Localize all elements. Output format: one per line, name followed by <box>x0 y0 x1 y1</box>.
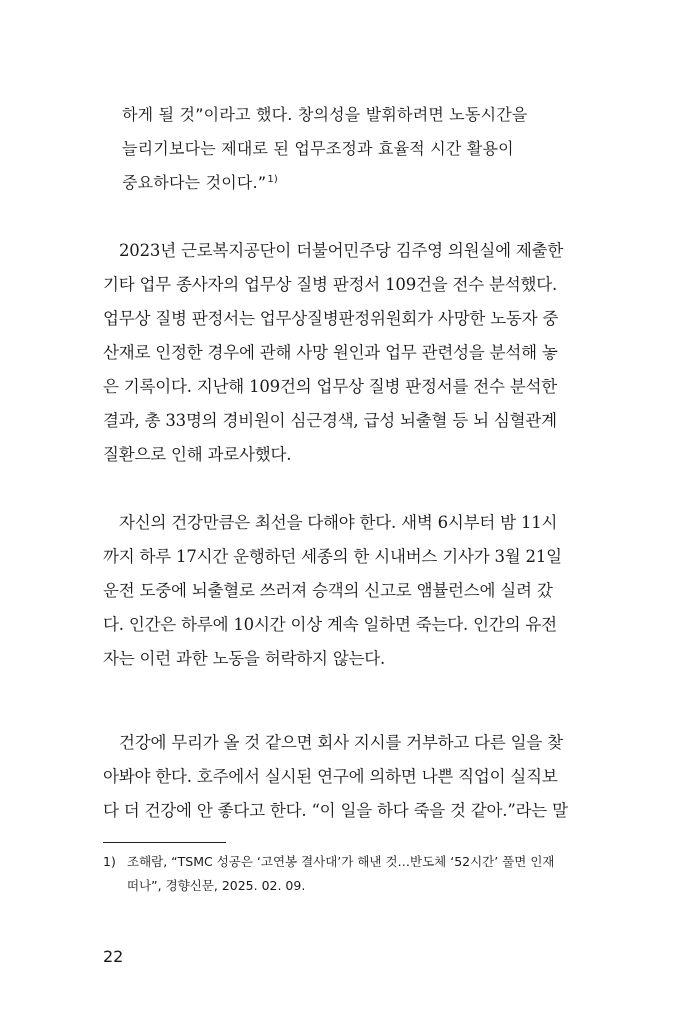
paragraph-line: 다 더 건강에 안 좋다고 한다. “이 일을 하다 죽을 것 같아.”라는 말 <box>103 801 568 820</box>
quote-line: 늘리기보다는 제대로 된 업무조정과 효율적 시간 활용이 <box>122 139 514 158</box>
paragraph-line: 업무상 질병 판정서는 업무상질병판정위원회가 사망한 노동자 중 <box>103 309 559 328</box>
paragraph-line: 까지 하루 17시간 운행하던 세종의 한 시내버스 기사가 3월 21일 <box>103 547 562 566</box>
paragraph-health <box>103 506 575 676</box>
paragraph-line: 다. 인간은 하루에 10시간 이상 계속 일하면 죽는다. 인간의 유전 <box>103 615 557 634</box>
paragraph-line-text: 자신의 건강만큼은 최선을 다해야 한다. 새벽 6시부터 밤 11시 <box>119 513 558 532</box>
footnote-text: 조해람, “TSMC 성공은 ‘고연봉 결사대’가 해낸 것…반도체 ‘52시간’ 풀면 인재 <box>127 854 555 869</box>
paragraph-line: 아봐야 한다. 호주에서 실시된 연구에 의하면 나쁜 직업이 실직보 <box>103 767 558 786</box>
page-number: 22 <box>103 947 124 966</box>
paragraph-line-text: 건강에 무리가 올 것 같으면 회사 지시를 거부하고 다른 일을 찾 <box>119 733 563 752</box>
footnote-line: 떠나”, 경향신문, 2025. 02. 09. <box>127 878 306 893</box>
paragraph-line: 질환으로 인해 과로사했다. <box>103 445 292 464</box>
paragraph-line <box>103 506 575 540</box>
paragraph-line <box>103 726 575 760</box>
footnote-divider <box>103 842 226 843</box>
quote-line: 하게 될 것”이라고 했다. 창의성을 발휘하려면 노동시간을 <box>122 105 528 124</box>
footnote-number: 1) <box>103 854 116 869</box>
paragraph-line <box>103 234 575 268</box>
paragraph-line: 산재로 인정한 경우에 관해 사망 원인과 업무 관련성을 분석해 놓 <box>103 343 558 362</box>
paragraph-refuse-orders <box>103 726 575 828</box>
paragraph-line: 은 기록이다. 지난해 109건의 업무상 질병 판정서를 전수 분석한 <box>103 377 558 396</box>
paragraph-line: 결과, 총 33명의 경비원이 심근경색, 급성 뇌출혈 등 뇌 심혈관계 <box>103 411 557 430</box>
paragraph-occupational-disease <box>103 234 575 472</box>
paragraph-line: 자는 이런 과한 노동을 허락하지 않는다. <box>103 649 386 668</box>
paragraph-line: 기타 업무 종사자의 업무상 질병 판정서 109건을 전수 분석했다. <box>103 275 558 294</box>
footnote-reference[interactable]: 1) <box>267 174 278 185</box>
paragraph-line: 운전 도중에 뇌출혈로 쓰러져 승객의 신고로 앰뷸런스에 실려 갔 <box>103 581 553 600</box>
footnote-line <box>103 850 575 874</box>
quote-line <box>122 166 572 200</box>
quote-line-text: 중요하다는 것이다.” <box>122 173 267 192</box>
footnote <box>103 850 575 898</box>
paragraph-line-text: 2023년 근로복지공단이 더불어민주당 김주영 의원실에 제출한 <box>119 241 564 260</box>
block-quote <box>122 98 572 200</box>
